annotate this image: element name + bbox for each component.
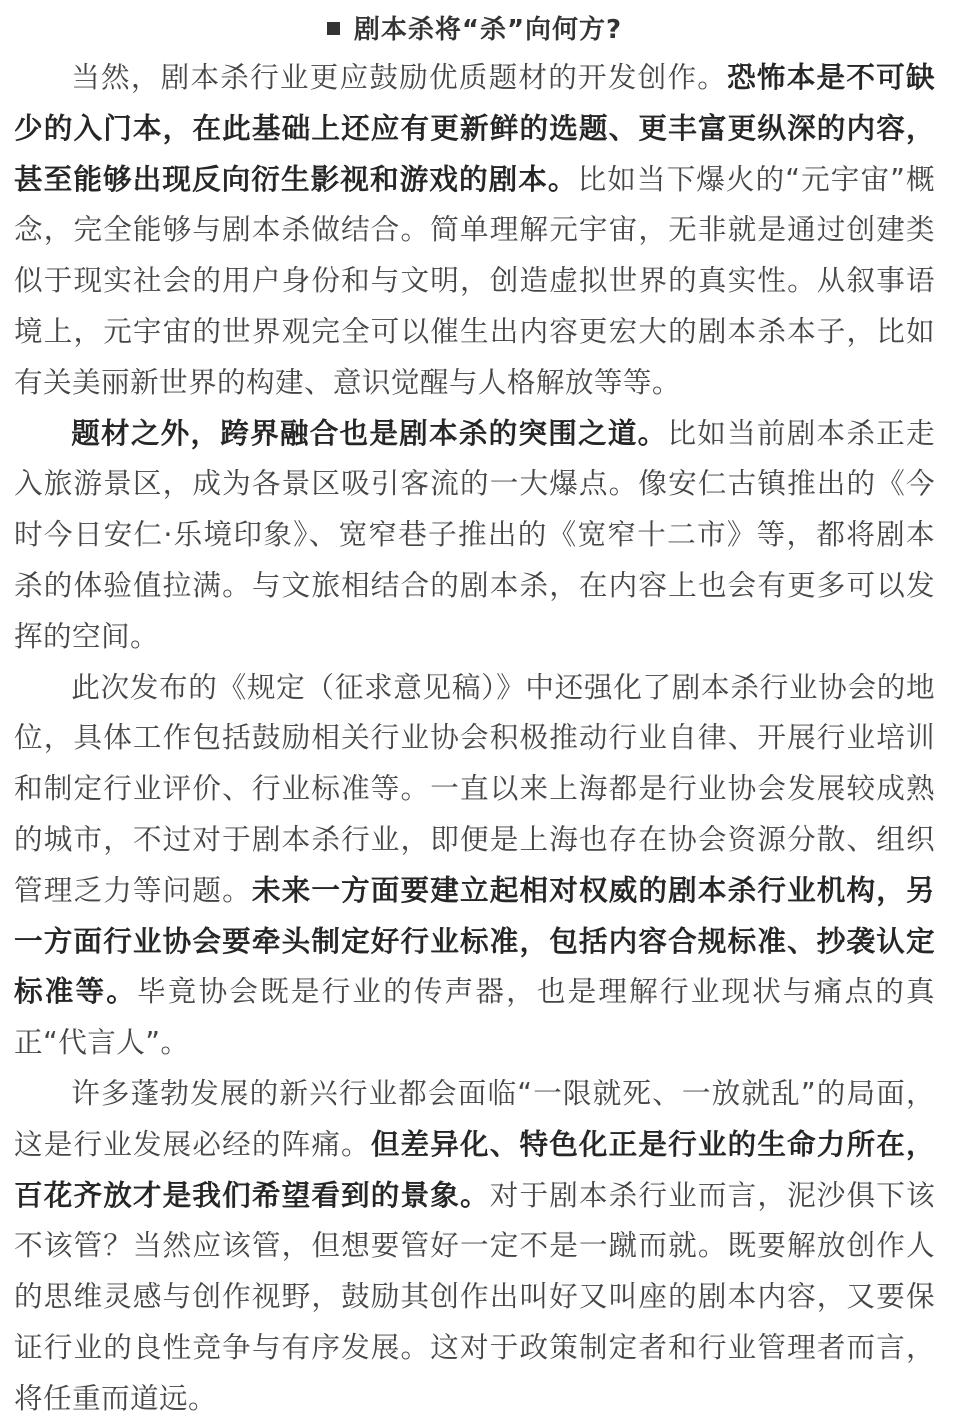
section-heading <box>14 8 935 52</box>
paragraph-3-run-3: 毕竟协会既是行业的传声器，也是理解行业现状与痛点的真正“代言人”。 <box>14 974 935 1060</box>
paragraph-3-run-1: 此次发布的《规定（征求意见稿）》中还强化了剧本杀行业协会的地位，具体工作包括鼓励相关行业协会积极推动行业自律、开展行业培训和制定行业评价、行业标准等。一直以来上海都是行业协会发展较成熟的城市，不过对于剧本杀行业，即便是上海也存在协会资源分散、组织管理乏力等问题。 <box>14 669 935 907</box>
paragraph-3-run-2-bold: 未来一方面要建立起相对权威的剧本杀行业机构，另一方面行业协会要牵头制定好行业标准，包括内容合规标准、抄袭认定标准等。 <box>14 872 936 1009</box>
paragraph-4-run-3: 对于剧本杀行业而言，泥沙俱下该不该管？当然应该管，但想要管好一定不是一蹴而就。既要解放创作人的思维灵感与创作视野，鼓励其创作出叫好又叫座的剧本内容，又要保证行业的良性竞争与有序发展。这对于政策制定者和行业管理者而言，将任重而道远。 <box>14 1177 935 1415</box>
paragraph-4-run-2-bold: 但差异化、特色化正是行业的生命力所在，百花齐放才是我们希望看到的景象。 <box>14 1126 935 1212</box>
paragraph-1-run-1: 当然，剧本杀行业更应鼓励优质题材的开发创作。 <box>71 60 728 94</box>
paragraph-2-run-1-bold: 题材之外，跨界融合也是剧本杀的突围之道。 <box>71 415 668 450</box>
paragraph-4-run-1: 许多蓬勃发展的新兴行业都会面临“一限就死、一放就乱”的局面，这是行业发展必经的阵痛。 <box>14 1075 935 1161</box>
paragraph-1 <box>14 52 935 408</box>
paragraph-4 <box>14 1068 935 1424</box>
paragraph-2 <box>14 408 935 662</box>
square-bullet-icon <box>327 22 340 35</box>
paragraph-1-run-2-bold: 恐怖本是不可缺少的入门本，在此基础上还应有更新鲜的选题、更丰富更纵深的内容，甚至能够出现反向衍生影视和游戏的剧本。 <box>14 60 935 196</box>
paragraph-2-run-2: 比如当前剧本杀正走入旅游景区，成为各景区吸引客流的一大爆点。像安仁古镇推出的《今时今日安仁·乐境印象》、宽窄巷子推出的《宽窄十二市》等，都将剧本杀的体验值拉满。与文旅相结合的剧本杀，在内容上也会有更多可以发挥的空间。 <box>14 415 935 653</box>
paragraph-1-run-3: 比如当下爆火的“元宇宙”概念，完全能够与剧本杀做结合。简单理解元宇宙，无非就是通过创建类似于现实社会的用户身份和与文明，创造虚拟世界的真实性。从叙事语境上，元宇宙的世界观完全可以催生出内容更宏大的剧本杀本子，比如有关美丽新世界的构建、意识觉醒与人格解放等等。 <box>14 161 936 399</box>
section-heading-text: 剧本杀将“杀”向何方? <box>353 15 623 45</box>
paragraph-3 <box>14 662 935 1068</box>
